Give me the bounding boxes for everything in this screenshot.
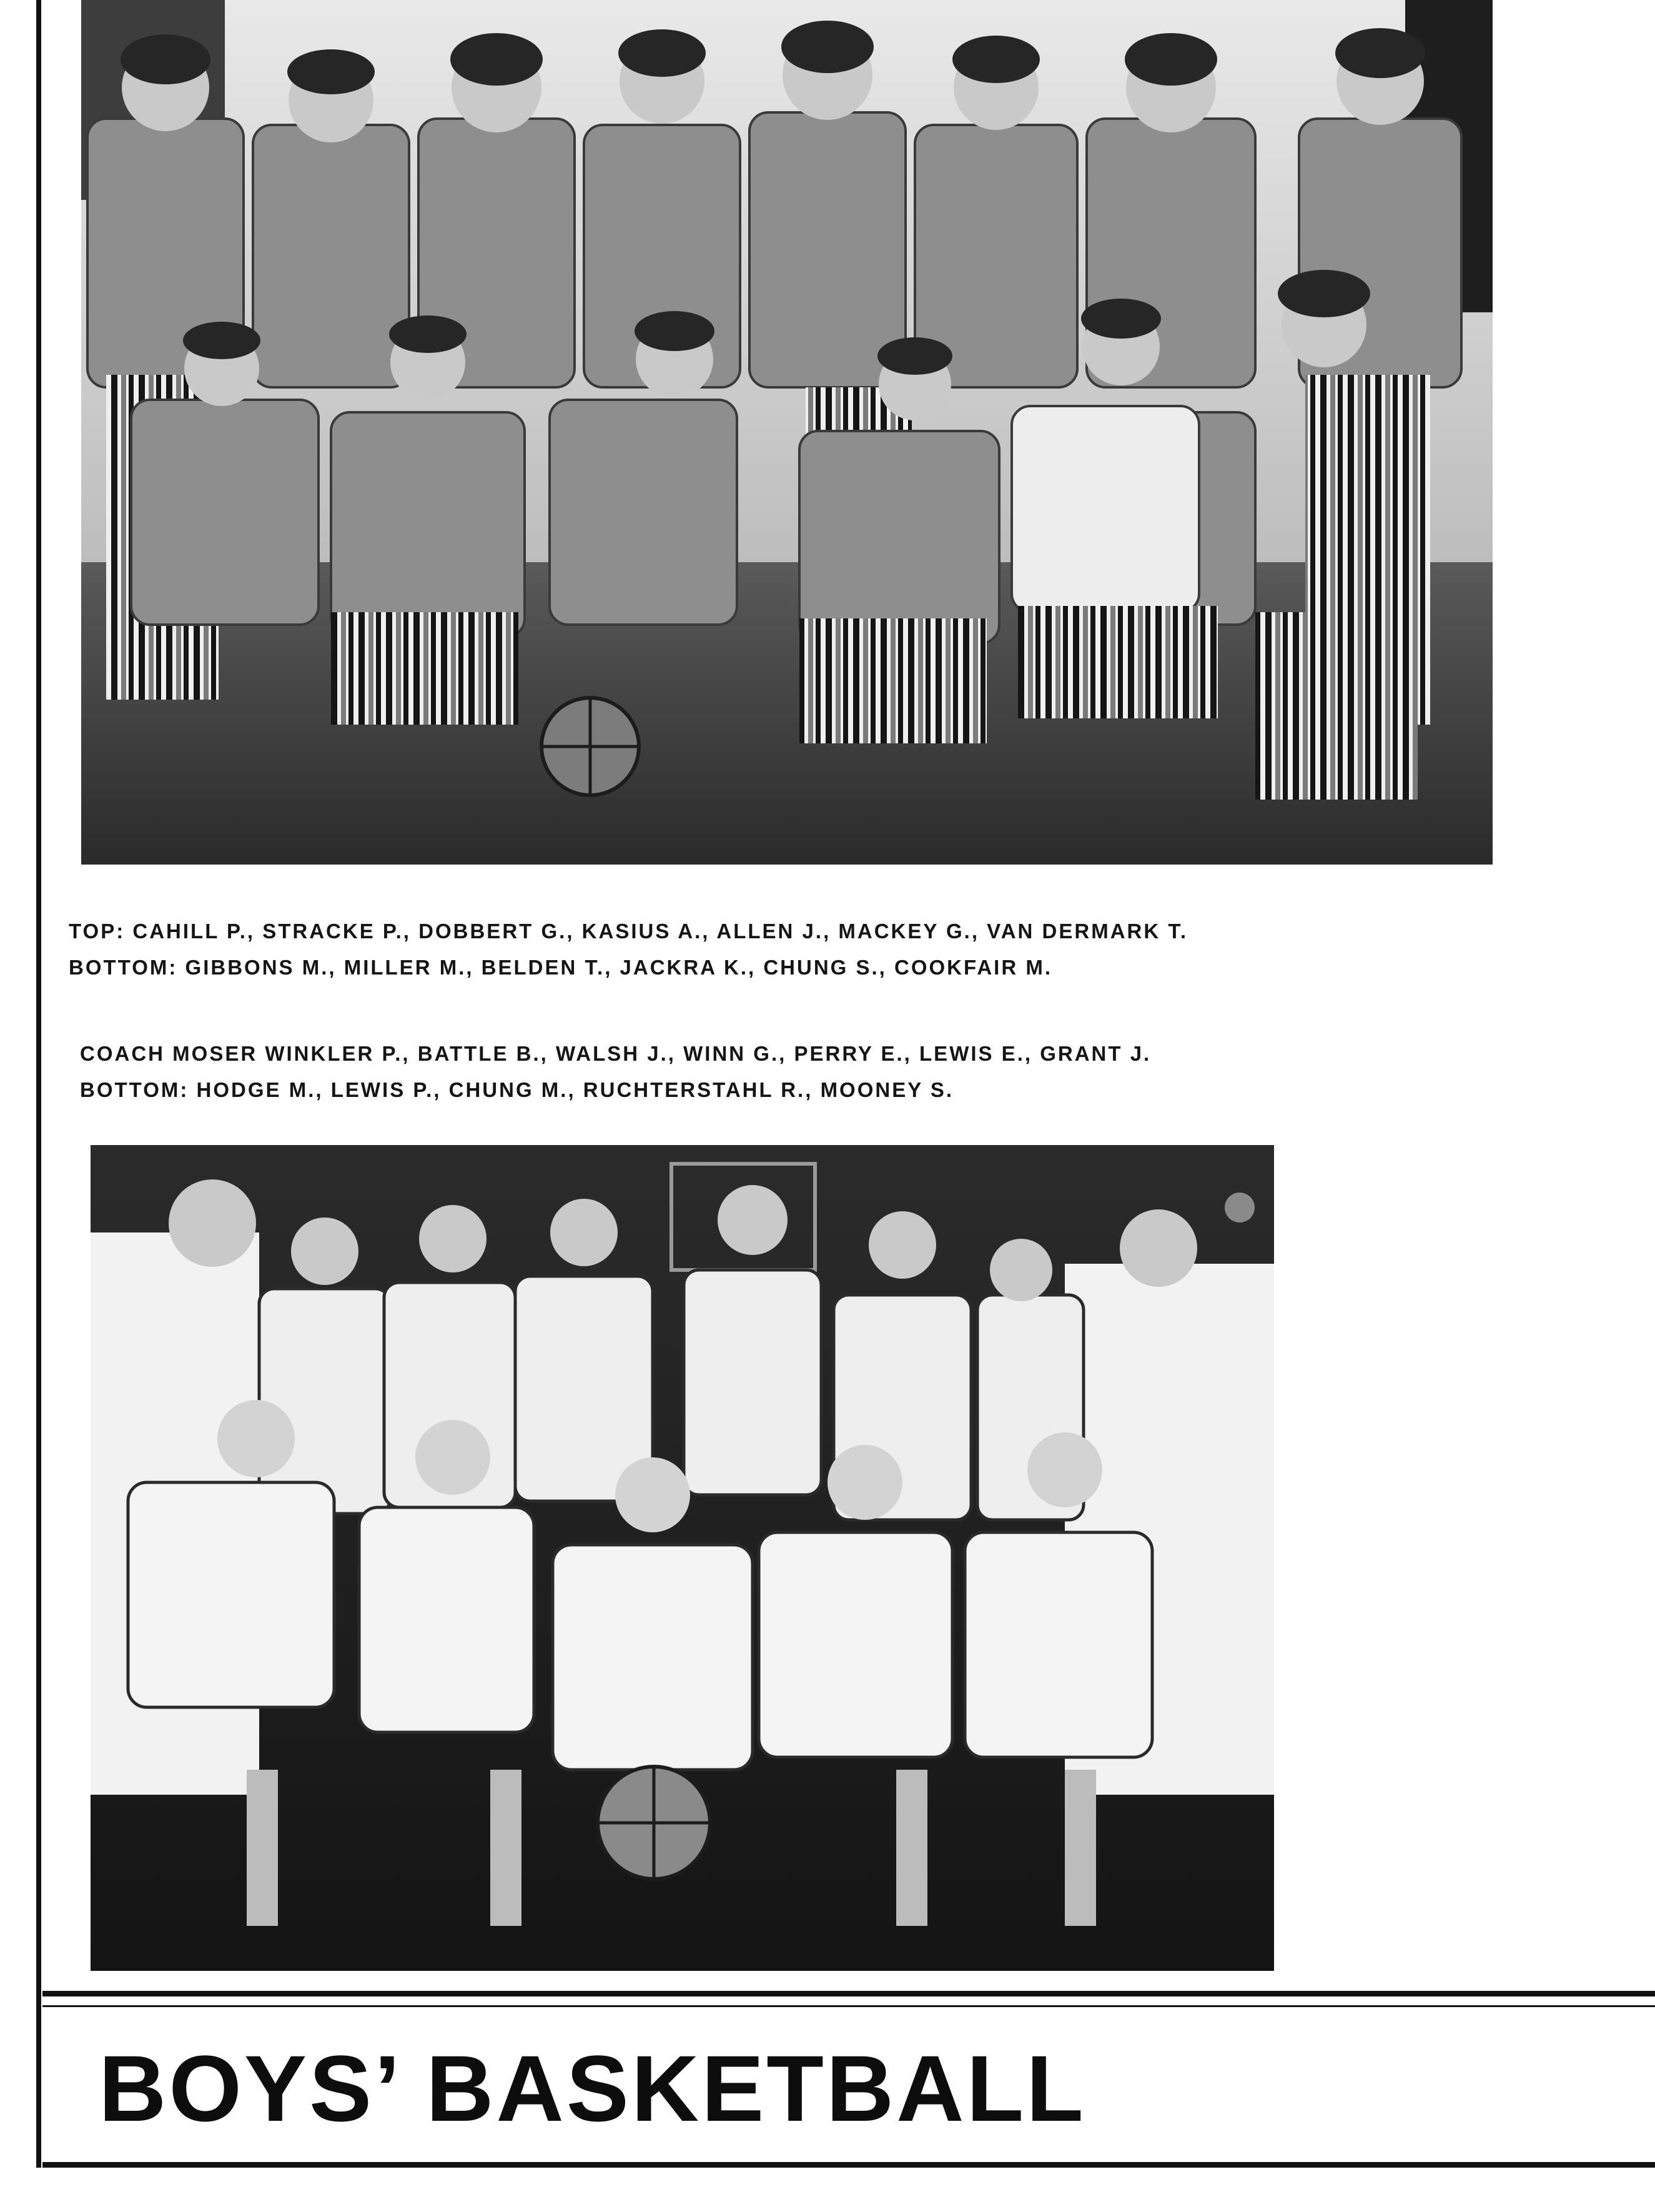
top-photo-caption-bottom-row: BOTTOM: GIBBONS M., MILLER M., BELDEN T., JACKRA K., CHUNG S., COOKFAIR M. xyxy=(69,956,1052,979)
bottom-photo-caption-bottom-row: BOTTOM: HODGE M., LEWIS P., CHUNG M., RUCHTERSTAHL R., MOONEY S. xyxy=(80,1078,954,1101)
team-photo-top xyxy=(81,0,1493,865)
page-title: BOYS’ BASKETBALL xyxy=(99,2036,1086,2141)
bottom-photo-caption xyxy=(80,1036,1151,1108)
bottom-photo-caption-top-row: COACH MOSER WINKLER P., BATTLE B., WALSH J., WINN G., PERRY E., LEWIS E., GRANT J. xyxy=(80,1042,1152,1065)
team-photo-bottom-image xyxy=(91,1145,1274,1971)
title-box-inner-rule xyxy=(42,2005,1655,2007)
team-photo-top-image xyxy=(81,0,1493,865)
page-left-rule xyxy=(36,0,41,2168)
top-photo-caption xyxy=(69,913,1188,986)
section-title-box xyxy=(42,1991,1655,2168)
team-photo-bottom xyxy=(91,1145,1274,1971)
top-photo-caption-top-row: TOP: CAHILL P., STRACKE P., DOBBERT G., KASIUS A., ALLEN J., MACKEY G., VAN DERMARK T. xyxy=(69,920,1188,943)
